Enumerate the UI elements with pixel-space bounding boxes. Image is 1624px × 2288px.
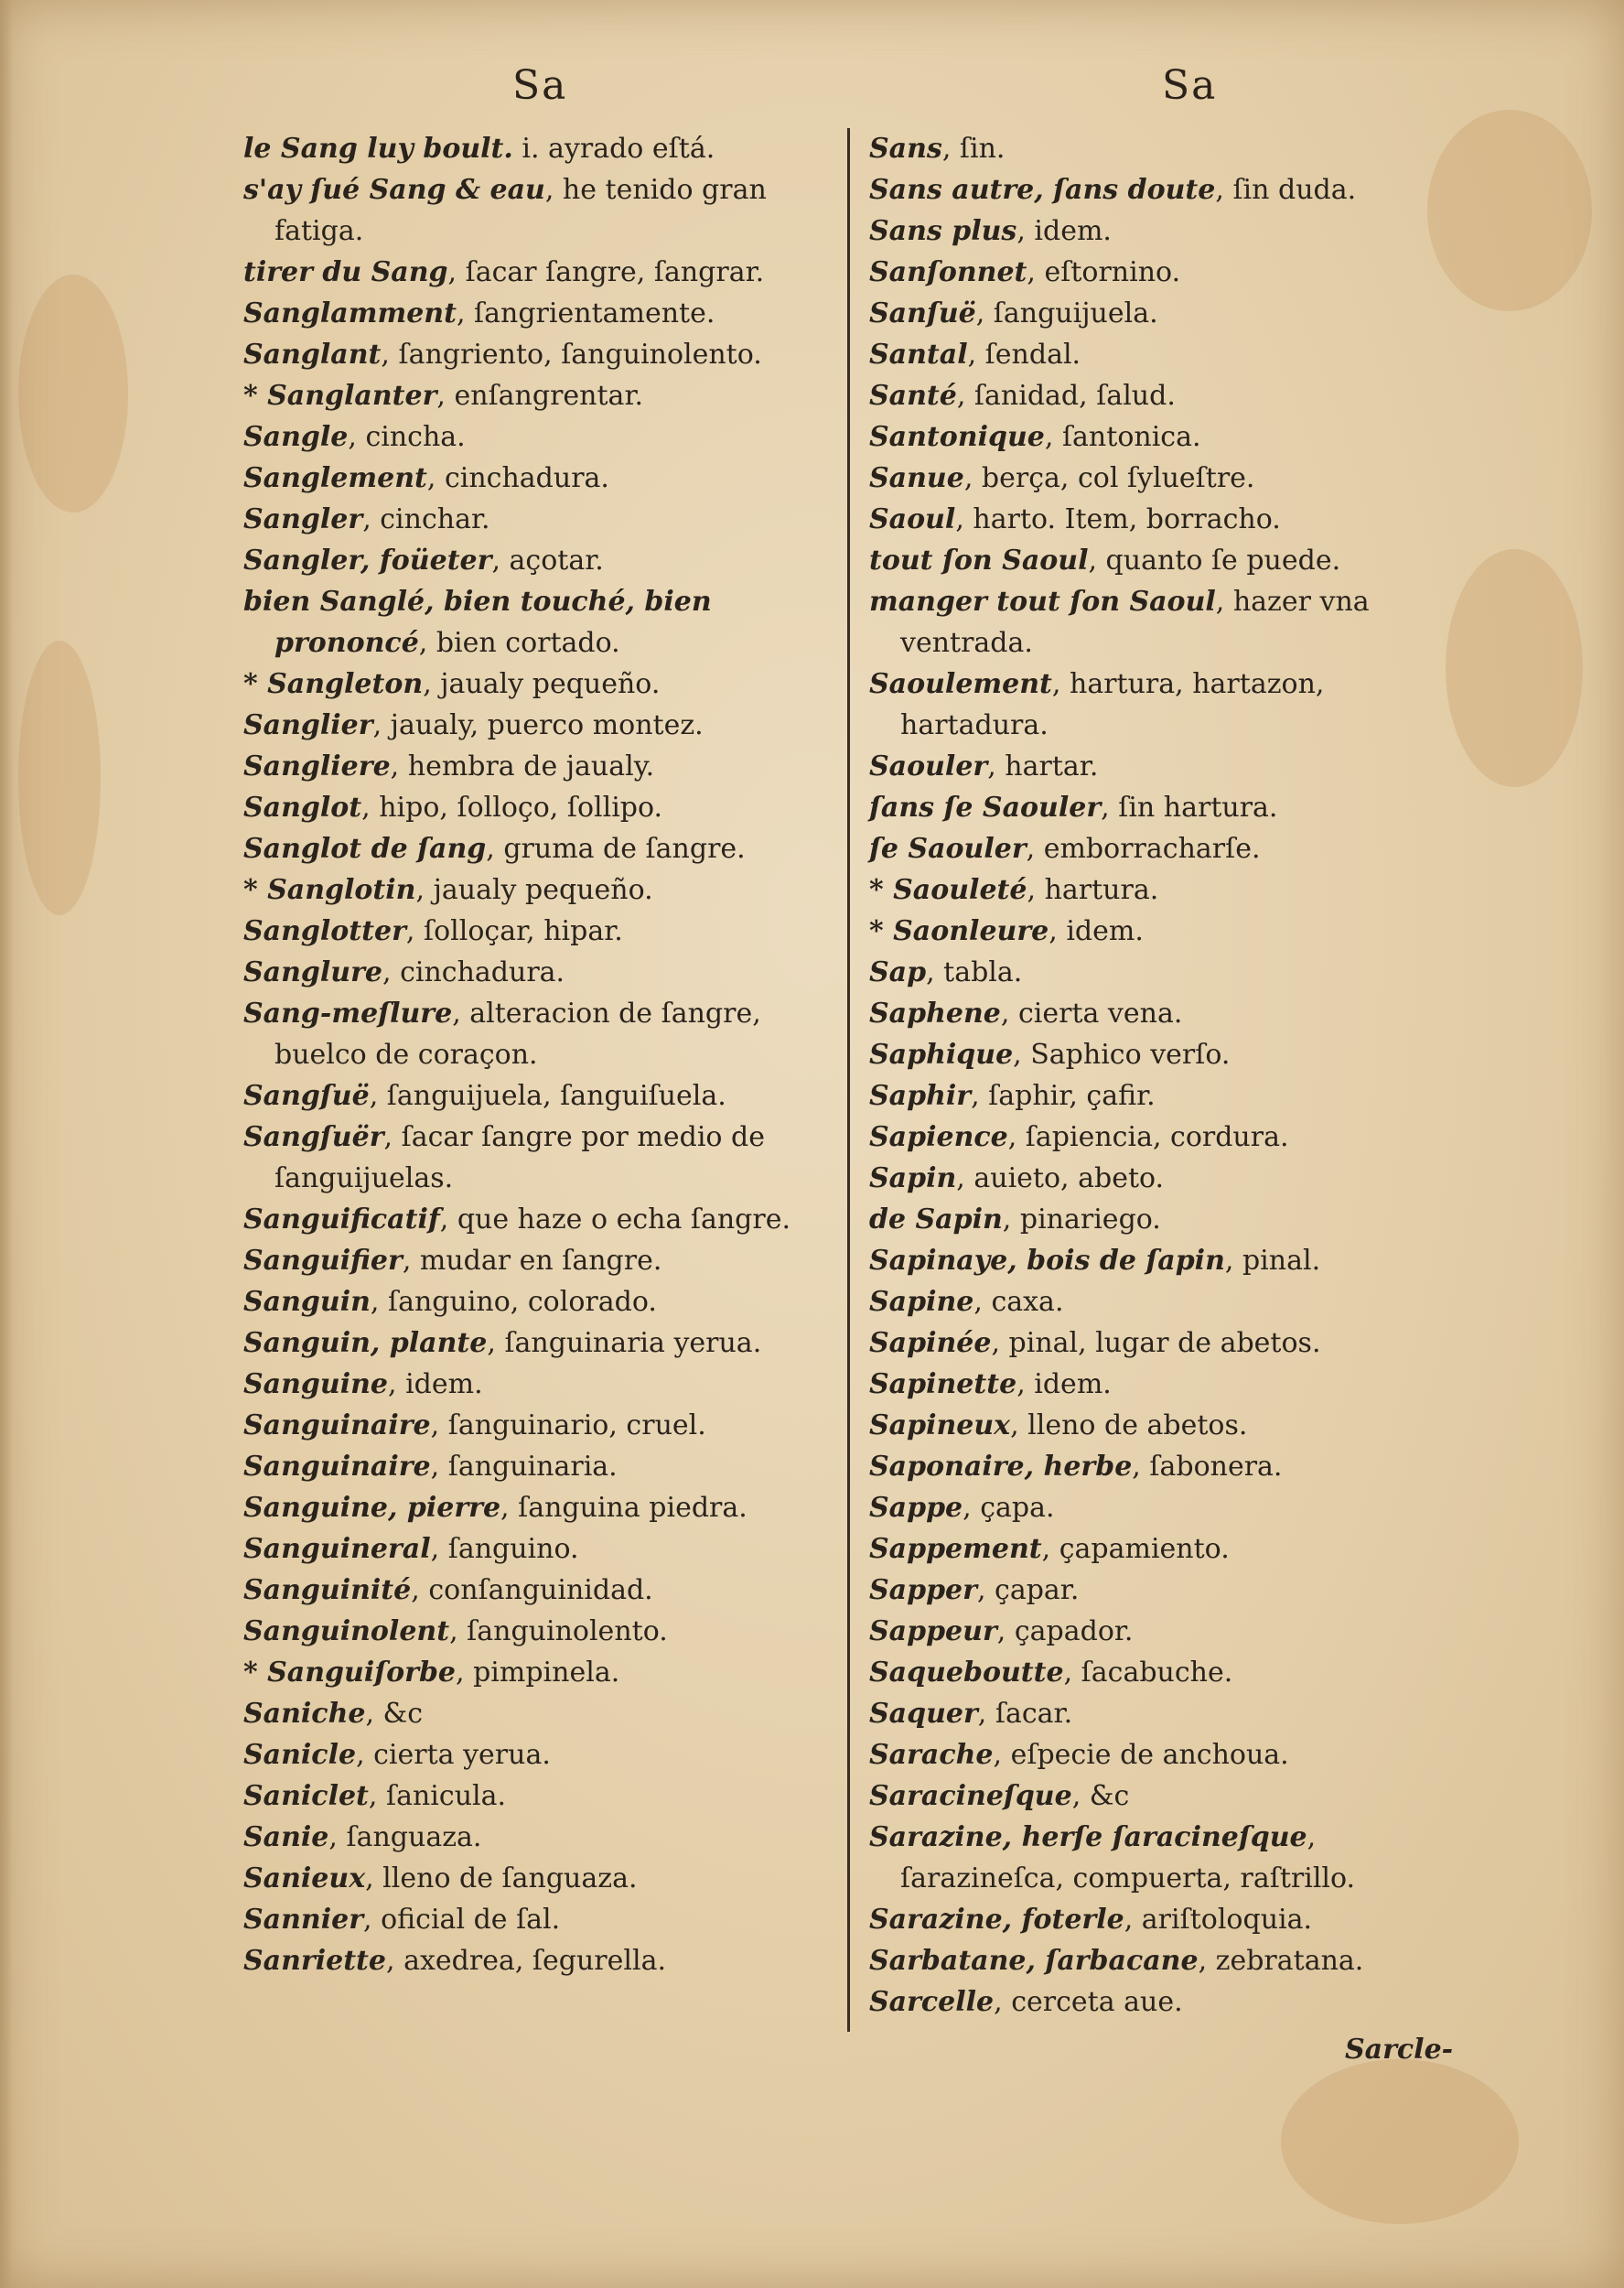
dictionary-entry <box>869 293 1480 334</box>
running-head-left: Sa <box>512 62 568 109</box>
dictionary-entry <box>243 787 847 828</box>
dictionary-entry <box>869 952 1480 993</box>
headword: Saqueboutte <box>869 1657 1064 1689</box>
headword: Saoulement <box>869 668 1052 700</box>
dictionary-entry <box>243 1570 847 1611</box>
definition: , idem. <box>1016 215 1112 247</box>
headword: Sapinée <box>869 1327 992 1359</box>
headword: Sanglant <box>243 339 382 371</box>
definition: , alteracion de ſangre, buelco de coraçon. <box>274 998 761 1071</box>
definition: , hartura. <box>1027 874 1159 906</box>
dictionary-entry <box>243 1858 847 1899</box>
definition: , pimpinela. <box>456 1657 620 1689</box>
definition: , hartar. <box>987 750 1099 782</box>
dictionary-entry <box>869 1446 1480 1487</box>
definition: , cinchar. <box>362 503 490 535</box>
headword: Saoul <box>869 503 956 535</box>
definition: , ſanguino. <box>430 1533 579 1565</box>
definition: , mudar en ſangre. <box>402 1245 662 1277</box>
definition: , ſangriento, ſanguinolento. <box>381 339 762 371</box>
dictionary-entry <box>869 1240 1480 1281</box>
definition: , cerceta aue. <box>994 1986 1183 2018</box>
headword: Sang-meſlure <box>243 998 453 1030</box>
definition: , oficial de ſal. <box>363 1904 561 1936</box>
definition: , ſanguijuela. <box>975 297 1158 329</box>
headword: Sapper <box>869 1574 977 1606</box>
dictionary-entry <box>243 540 847 581</box>
definition: , ſanguinaria yerua. <box>487 1327 762 1359</box>
dictionary-entry <box>869 458 1480 499</box>
dictionary-entry <box>243 664 847 705</box>
definition: , Saphico verſo. <box>1013 1039 1231 1071</box>
definition: , jaualy pequeño. <box>415 874 653 906</box>
headword: Sapinaye, bois de ſapin <box>869 1245 1225 1277</box>
definition: , ariſtoloquia. <box>1124 1904 1313 1936</box>
definition: , ſarazineſca, compuerta, raſtrillo. <box>900 1821 1356 1894</box>
headword: * Saouleté <box>869 874 1027 906</box>
dictionary-entry <box>243 911 847 952</box>
dictionary-entry <box>869 1528 1480 1570</box>
dictionary-entry <box>243 1405 847 1446</box>
headword: s'ay ſué Sang & eau <box>243 174 545 206</box>
definition: , ſacar ſangre, ſangrar. <box>447 256 765 288</box>
dictionary-entry <box>243 1199 847 1240</box>
definition: , pinal. <box>1224 1245 1321 1277</box>
headword: Sans autre, ſans doute <box>869 174 1216 206</box>
dictionary-entry <box>869 1570 1480 1611</box>
dictionary-entry <box>869 1075 1480 1117</box>
headword: Sans <box>869 133 942 165</box>
dictionary-entry <box>243 581 847 664</box>
headword: Sanieux <box>243 1862 366 1894</box>
column-rule <box>847 128 850 2032</box>
definition: , cinchadura. <box>382 956 565 988</box>
headword: Sarbatane, ſarbacane <box>869 1945 1199 1977</box>
dictionary-entry <box>243 1240 847 1281</box>
dictionary-entry <box>243 1899 847 1940</box>
dictionary-entry <box>869 499 1480 540</box>
definition: , hartura, hartazon, hartadura. <box>900 668 1325 741</box>
definition: , ſaphir, çafir. <box>971 1080 1156 1112</box>
dictionary-entry <box>869 1364 1480 1405</box>
definition: , ſacabuche. <box>1063 1657 1233 1689</box>
definition: , jaualy pequeño. <box>423 668 661 700</box>
headword: Sarcelle <box>869 1986 995 2018</box>
definition: , ſanguijuela, ſanguiſuela. <box>369 1080 726 1112</box>
definition: , eſpecie de anchoua. <box>993 1739 1289 1771</box>
dictionary-entry <box>869 993 1480 1034</box>
headword: Santonique <box>869 421 1045 453</box>
dictionary-entry <box>869 1322 1480 1364</box>
headword: Sappe <box>869 1492 963 1524</box>
dictionary-entry <box>243 705 847 746</box>
headword: Sarazine, foterle <box>869 1904 1124 1936</box>
headword: Sanglier <box>243 709 373 741</box>
headword: * Sanglotin <box>243 874 416 906</box>
headword: Sangler, foüeter <box>243 545 492 577</box>
dictionary-entry <box>243 293 847 334</box>
dictionary-entry <box>243 416 847 458</box>
dictionary-entry <box>869 1775 1480 1817</box>
definition: , ſanicula. <box>368 1780 507 1812</box>
definition: , cierta yerua. <box>356 1739 551 1771</box>
dictionary-entry <box>869 1652 1480 1693</box>
definition: , &c <box>1071 1780 1130 1812</box>
definition: , ſangrientamente. <box>456 297 715 329</box>
stain <box>18 641 101 915</box>
headword: Sanue <box>869 462 964 494</box>
headword: Saphir <box>869 1080 972 1112</box>
definition: , pinariego. <box>1002 1203 1161 1236</box>
headword: manger tout ſon Saoul <box>869 586 1216 618</box>
definition: , ſanguino, colorado. <box>370 1286 657 1318</box>
definition: , ſapiencia, cordura. <box>1007 1121 1289 1153</box>
dictionary-entry <box>869 416 1480 458</box>
headword: Sanguin, plante <box>243 1327 488 1359</box>
headword: Sanguificatif <box>243 1203 440 1236</box>
headword: Sanguine <box>243 1368 388 1400</box>
dictionary-entry <box>243 1364 847 1405</box>
dictionary-entry <box>869 1693 1480 1734</box>
headword: Sangſuër <box>243 1121 384 1153</box>
dictionary-entry <box>869 128 1480 169</box>
dictionary-entry <box>869 787 1480 828</box>
headword: Saphene <box>869 998 1001 1030</box>
dictionary-entry <box>243 828 847 869</box>
definition: , lleno de ſanguaza. <box>365 1862 638 1894</box>
definition: , zebratana. <box>1198 1945 1364 1977</box>
headword: Sanie <box>243 1821 329 1853</box>
headword: Sap <box>869 956 927 988</box>
dictionary-entry <box>243 128 847 169</box>
definition: , axedrea, ſegurella. <box>386 1945 666 1977</box>
dictionary-entry <box>243 1652 847 1693</box>
definition: , hazer vna ventrada. <box>900 586 1370 659</box>
stain <box>18 275 128 513</box>
headword: Sanſuë <box>869 297 976 329</box>
definition: , çapador. <box>996 1615 1134 1647</box>
dictionary-entry <box>869 1817 1480 1899</box>
definition: , ſanidad, ſalud. <box>956 380 1176 412</box>
definition: , emborracharſe. <box>1026 833 1261 865</box>
headword: Santal <box>869 339 968 371</box>
dictionary-entry <box>869 1158 1480 1199</box>
dictionary-entry <box>869 1487 1480 1528</box>
headword: Sannier <box>243 1904 364 1936</box>
dictionary-entry <box>869 664 1480 746</box>
headword: Saphique <box>869 1039 1014 1071</box>
headword: Sanriette <box>243 1945 387 1977</box>
headword: * Sanglanter <box>243 380 437 412</box>
headword: le Sang luy boult. <box>243 133 513 165</box>
headword: Sanicle <box>243 1739 357 1771</box>
definition: , idem. <box>1049 915 1144 947</box>
headword: Saquer <box>869 1698 978 1730</box>
headword: Sappeur <box>869 1615 997 1647</box>
headword: ſans ſe Saouler <box>869 792 1102 824</box>
dictionary-entry <box>869 252 1480 293</box>
headword: Sanſonnet <box>869 256 1027 288</box>
headword: Sangſuë <box>243 1080 370 1112</box>
dictionary-entry <box>869 581 1480 664</box>
definition: , ſanguaza. <box>328 1821 482 1853</box>
headword: Sanguinaire <box>243 1409 431 1441</box>
definition: , ſacar ſangre por medio de ſanguijuelas. <box>274 1121 765 1194</box>
dictionary-entry <box>869 1117 1480 1158</box>
definition: , ſin duda. <box>1215 174 1357 206</box>
definition: , tabla. <box>926 956 1023 988</box>
headword: Sappement <box>869 1533 1042 1565</box>
headword: ſe Saouler <box>869 833 1027 865</box>
dictionary-entry <box>243 869 847 911</box>
headword: Saniche <box>243 1698 366 1730</box>
dictionary-entry <box>243 1817 847 1858</box>
definition: , çapamiento. <box>1041 1533 1230 1565</box>
headword: Sanguinité <box>243 1574 412 1606</box>
dictionary-entry <box>869 746 1480 787</box>
headword: Sanglement <box>243 462 427 494</box>
dictionary-entry <box>869 540 1480 581</box>
dictionary-entry <box>243 375 847 416</box>
definition: , berça, col ſylueſtre. <box>963 462 1255 494</box>
headword: Sanguineral <box>243 1533 431 1565</box>
headword: Saponaire, herbe <box>869 1451 1133 1483</box>
dictionary-entry <box>869 334 1480 375</box>
headword: Sangliere <box>243 750 391 782</box>
dictionary-entry <box>243 334 847 375</box>
catchword: Sarcle- <box>1345 2034 1454 2066</box>
definition: , hipo, ſolloço, ſollipo. <box>361 792 663 824</box>
dictionary-entry <box>243 1446 847 1487</box>
definition: , cinchadura. <box>426 462 609 494</box>
dictionary-entry <box>243 499 847 540</box>
definition: , ſin. <box>941 133 1006 165</box>
headword: * Sangleton <box>243 668 424 700</box>
headword: de Sapin <box>869 1203 1003 1236</box>
headword: Sans plus <box>869 215 1017 247</box>
definition: i. ayrado eſtá. <box>512 133 715 165</box>
dictionary-entry <box>869 1034 1480 1075</box>
headword: Sanglot de ſang <box>243 833 487 865</box>
definition: , ſanguinolento. <box>449 1615 668 1647</box>
headword: * Saonleure <box>869 915 1049 947</box>
headword: Sarazine, herſe ſaracineſque <box>869 1821 1307 1853</box>
dictionary-entry <box>869 1405 1480 1446</box>
headword: Sarache <box>869 1739 994 1771</box>
dictionary-entry <box>243 1487 847 1528</box>
definition: , cincha. <box>348 421 466 453</box>
definition: , idem. <box>388 1368 483 1400</box>
dictionary-entry <box>243 1117 847 1199</box>
headword: Sapinette <box>869 1368 1017 1400</box>
headword: Sanguifier <box>243 1245 403 1277</box>
headword: bien Sanglé, bien touché, bien prononcé <box>243 586 712 659</box>
definition: , caxa. <box>973 1286 1064 1318</box>
headword: Sapineux <box>869 1409 1011 1441</box>
dictionary-entry <box>243 993 847 1075</box>
left-column <box>243 128 847 1981</box>
headword: * Sanguiſorbe <box>243 1657 457 1689</box>
dictionary-entry <box>869 375 1480 416</box>
dictionary-entry <box>869 1281 1480 1322</box>
headword: Sanglot <box>243 792 362 824</box>
definition: , bien cortado. <box>418 627 620 659</box>
headword: tout ſon Saoul <box>869 545 1089 577</box>
definition: , cierta vena. <box>1000 998 1183 1030</box>
definition: , &c <box>365 1698 424 1730</box>
stain <box>1281 2059 1519 2224</box>
dictionary-entry <box>243 458 847 499</box>
headword: Sanglure <box>243 956 382 988</box>
headword: Sapine <box>869 1286 974 1318</box>
running-head-right: Sa <box>1162 62 1218 109</box>
definition: , çapar. <box>976 1574 1080 1606</box>
definition: , çapa. <box>963 1492 1055 1524</box>
dictionary-entry <box>243 1734 847 1775</box>
dictionary-entry <box>869 1940 1480 1981</box>
definition: , ſin hartura. <box>1101 792 1278 824</box>
definition: , idem. <box>1016 1368 1112 1400</box>
dictionary-entry <box>243 1528 847 1570</box>
right-column <box>869 128 1480 2023</box>
definition: , harto. Item, borracho. <box>955 503 1281 535</box>
definition: , pinal, lugar de abetos. <box>991 1327 1321 1359</box>
definition: , que haze o echa ſangre. <box>439 1203 791 1236</box>
headword: Sanglotter <box>243 915 406 947</box>
headword: Sanguinolent <box>243 1615 450 1647</box>
dictionary-entry <box>869 1199 1480 1240</box>
definition: , ſanguina piedra. <box>500 1492 747 1524</box>
headword: Sanglamment <box>243 297 457 329</box>
dictionary-entry <box>869 1611 1480 1652</box>
dictionary-entry <box>243 1075 847 1117</box>
definition: , he tenido gran fatiga. <box>274 174 767 247</box>
definition: , quanto ſe puede. <box>1088 545 1341 577</box>
definition: , ſantonica. <box>1044 421 1201 453</box>
headword: Sanguin <box>243 1286 371 1318</box>
headword: tirer du Sang <box>243 256 448 288</box>
dictionary-entry <box>869 828 1480 869</box>
definition: , hembra de jaualy. <box>390 750 655 782</box>
definition: , lleno de abetos. <box>1010 1409 1248 1441</box>
dictionary-entry <box>869 169 1480 210</box>
dictionary-entry <box>869 911 1480 952</box>
dictionary-entry <box>869 1981 1480 2023</box>
definition: , ſendal. <box>967 339 1081 371</box>
dictionary-entry <box>243 1693 847 1734</box>
definition: , jaualy, puerco montez. <box>372 709 704 741</box>
dictionary-entry <box>243 746 847 787</box>
dictionary-entry <box>869 1899 1480 1940</box>
definition: , ſanguinario, cruel. <box>430 1409 706 1441</box>
headword: Saouler <box>869 750 988 782</box>
dictionary-entry <box>869 1734 1480 1775</box>
binding-edge <box>0 0 13 2288</box>
headword: Sangler <box>243 503 363 535</box>
dictionary-entry <box>243 1940 847 1981</box>
definition: , ſacar. <box>977 1698 1073 1730</box>
dictionary-entry <box>243 1281 847 1322</box>
definition: , enſangrentar. <box>436 380 644 412</box>
definition: , eſtornino. <box>1027 256 1181 288</box>
headword: Sapin <box>869 1162 957 1194</box>
definition: , ſabonera. <box>1132 1451 1283 1483</box>
definition: , gruma de ſangre. <box>486 833 746 865</box>
definition: , auieto, abeto. <box>956 1162 1165 1194</box>
headword: Saniclet <box>243 1780 369 1812</box>
headword: Sangle <box>243 421 349 453</box>
headword: Santé <box>869 380 957 412</box>
definition: , ſanguinaria. <box>430 1451 618 1483</box>
dictionary-entry <box>243 1322 847 1364</box>
headword: Sanguinaire <box>243 1451 431 1483</box>
dictionary-entry <box>243 1775 847 1817</box>
dictionary-entry <box>869 869 1480 911</box>
headword: Sanguine, pierre <box>243 1492 501 1524</box>
dictionary-entry <box>243 169 847 252</box>
definition: , açotar. <box>491 545 604 577</box>
dictionary-entry <box>243 952 847 993</box>
dictionary-entry <box>243 252 847 293</box>
headword: Sapience <box>869 1121 1008 1153</box>
dictionary-entry <box>243 1611 847 1652</box>
definition: , ſolloçar, hipar. <box>405 915 623 947</box>
headword: Saracineſque <box>869 1780 1072 1812</box>
dictionary-entry <box>869 210 1480 252</box>
definition: , conſanguinidad. <box>411 1574 653 1606</box>
